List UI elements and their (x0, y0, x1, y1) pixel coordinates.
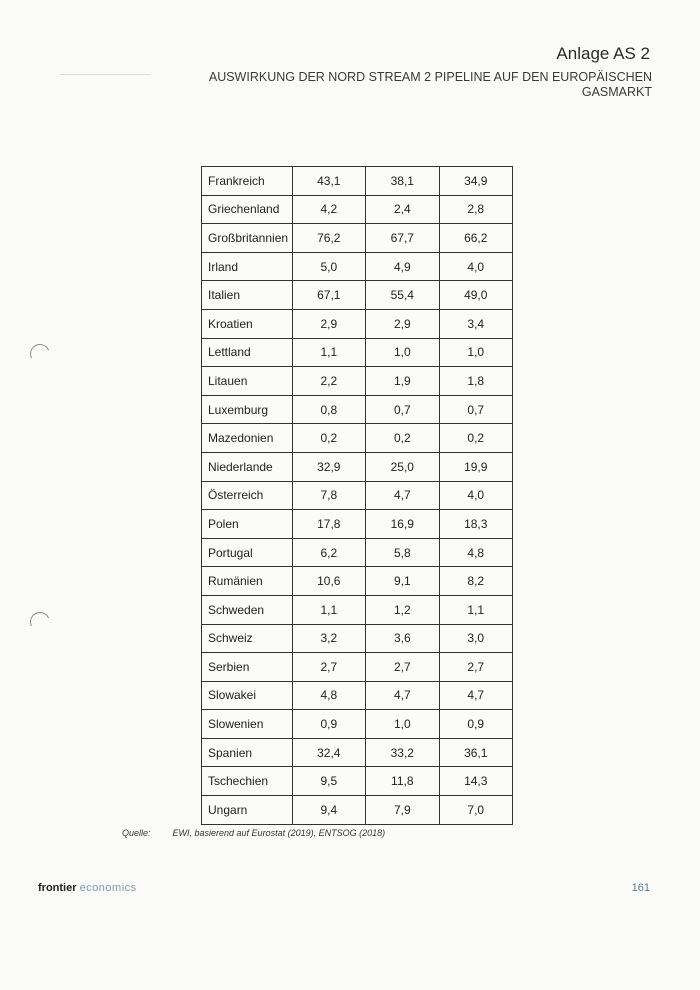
country-name-cell: Serbien (202, 653, 293, 682)
value-cell-col2: 25,0 (366, 452, 439, 481)
value-cell-col3: 7,0 (439, 796, 512, 825)
table-row (202, 452, 513, 481)
value-cell-col3: 34,9 (439, 167, 512, 196)
value-cell-col3: 36,1 (439, 738, 512, 767)
value-cell-col2: 0,7 (366, 395, 439, 424)
country-name-cell: Frankreich (202, 167, 293, 196)
value-cell-col2: 7,9 (366, 796, 439, 825)
country-name-cell: Litauen (202, 367, 293, 396)
table-row (202, 653, 513, 682)
country-name-cell: Griechenland (202, 195, 293, 224)
punch-hole-mark (27, 341, 53, 367)
table-row (202, 224, 513, 253)
country-name-cell: Schweiz (202, 624, 293, 653)
value-cell-col1: 0,2 (292, 424, 365, 453)
source-text: EWI, basierend auf Eurostat (2019), ENTSOG (2018) (172, 828, 386, 838)
table-row (202, 195, 513, 224)
value-cell-col3: 19,9 (439, 452, 512, 481)
value-cell-col3: 0,9 (439, 710, 512, 739)
country-name-cell: Schweden (202, 595, 293, 624)
page-title: Anlage AS 2 (556, 44, 650, 63)
value-cell-col2: 4,7 (366, 481, 439, 510)
value-cell-col1: 7,8 (292, 481, 365, 510)
value-cell-col2: 67,7 (366, 224, 439, 253)
table-row (202, 367, 513, 396)
value-cell-col2: 16,9 (366, 510, 439, 539)
value-cell-col1: 67,1 (292, 281, 365, 310)
value-cell-col1: 9,5 (292, 767, 365, 796)
country-name-cell: Luxemburg (202, 395, 293, 424)
punch-hole-mark (27, 609, 53, 635)
table-row (202, 538, 513, 567)
subtitle-line-1: AUSWIRKUNG DER NORD STREAM 2 PIPELINE AUF DEN EUROPÄISCHEN (208, 70, 652, 84)
value-cell-col3: 8,2 (439, 567, 512, 596)
value-cell-col3: 14,3 (439, 767, 512, 796)
table-row (202, 252, 513, 281)
country-name-cell: Mazedonien (202, 424, 293, 453)
value-cell-col2: 55,4 (366, 281, 439, 310)
value-cell-col3: 0,7 (439, 395, 512, 424)
table-row (202, 510, 513, 539)
value-cell-col1: 76,2 (292, 224, 365, 253)
country-name-cell: Österreich (202, 481, 293, 510)
value-cell-col1: 43,1 (292, 167, 365, 196)
country-name-cell: Irland (202, 252, 293, 281)
value-cell-col3: 0,2 (439, 424, 512, 453)
value-cell-col1: 4,2 (292, 195, 365, 224)
value-cell-col3: 18,3 (439, 510, 512, 539)
value-cell-col2: 38,1 (366, 167, 439, 196)
value-cell-col2: 1,0 (366, 710, 439, 739)
value-cell-col1: 6,2 (292, 538, 365, 567)
country-name-cell: Großbritannien (202, 224, 293, 253)
value-cell-col1: 1,1 (292, 595, 365, 624)
value-cell-col1: 0,8 (292, 395, 365, 424)
value-cell-col2: 0,2 (366, 424, 439, 453)
table-row (202, 595, 513, 624)
value-cell-col2: 3,6 (366, 624, 439, 653)
country-name-cell: Slowenien (202, 710, 293, 739)
table-row (202, 567, 513, 596)
page-number: 161 (631, 882, 650, 894)
country-name-cell: Niederlande (202, 452, 293, 481)
value-cell-col3: 4,8 (439, 538, 512, 567)
value-cell-col3: 49,0 (439, 281, 512, 310)
subtitle-line-2: GASMARKT (581, 85, 652, 99)
value-cell-col2: 2,4 (366, 195, 439, 224)
value-cell-col1: 2,7 (292, 653, 365, 682)
value-cell-col1: 2,9 (292, 309, 365, 338)
table-row (202, 681, 513, 710)
country-name-cell: Polen (202, 510, 293, 539)
table-row (202, 395, 513, 424)
country-name-cell: Spanien (202, 738, 293, 767)
table-row (202, 338, 513, 367)
value-cell-col2: 1,9 (366, 367, 439, 396)
country-name-cell: Ungarn (202, 796, 293, 825)
value-cell-col2: 4,7 (366, 681, 439, 710)
brand-part-1: frontier (38, 882, 77, 894)
value-cell-col3: 3,4 (439, 309, 512, 338)
value-cell-col2: 2,9 (366, 309, 439, 338)
country-name-cell: Kroatien (202, 309, 293, 338)
value-cell-col2: 1,2 (366, 595, 439, 624)
source-label: Quelle: (122, 828, 151, 838)
value-cell-col3: 4,7 (439, 681, 512, 710)
table-row (202, 281, 513, 310)
country-name-cell: Italien (202, 281, 293, 310)
value-cell-col3: 1,8 (439, 367, 512, 396)
country-name-cell: Slowakei (202, 681, 293, 710)
value-cell-col1: 2,2 (292, 367, 365, 396)
value-cell-col3: 4,0 (439, 481, 512, 510)
table-body (202, 167, 513, 825)
value-cell-col2: 5,8 (366, 538, 439, 567)
value-cell-col2: 1,0 (366, 338, 439, 367)
table-row (202, 767, 513, 796)
value-cell-col3: 4,0 (439, 252, 512, 281)
scan-artifact-line (60, 74, 150, 75)
value-cell-col1: 17,8 (292, 510, 365, 539)
table-row (202, 309, 513, 338)
value-cell-col3: 2,7 (439, 653, 512, 682)
country-name-cell: Lettland (202, 338, 293, 367)
value-cell-col3: 2,8 (439, 195, 512, 224)
table-row (202, 738, 513, 767)
value-cell-col1: 32,4 (292, 738, 365, 767)
footer-brand-logo (38, 882, 137, 894)
table-row (202, 624, 513, 653)
page-subtitle (182, 70, 652, 100)
value-cell-col2: 33,2 (366, 738, 439, 767)
value-cell-col2: 9,1 (366, 567, 439, 596)
value-cell-col1: 4,8 (292, 681, 365, 710)
table-row (202, 481, 513, 510)
value-cell-col1: 32,9 (292, 452, 365, 481)
value-cell-col3: 66,2 (439, 224, 512, 253)
value-cell-col1: 5,0 (292, 252, 365, 281)
value-cell-col3: 1,1 (439, 595, 512, 624)
value-cell-col1: 0,9 (292, 710, 365, 739)
value-cell-col1: 1,1 (292, 338, 365, 367)
value-cell-col3: 3,0 (439, 624, 512, 653)
source-note (122, 828, 385, 838)
country-data-table (201, 166, 513, 825)
table-row (202, 424, 513, 453)
country-name-cell: Tschechien (202, 767, 293, 796)
value-cell-col1: 3,2 (292, 624, 365, 653)
value-cell-col2: 4,9 (366, 252, 439, 281)
table-row (202, 710, 513, 739)
value-cell-col3: 1,0 (439, 338, 512, 367)
country-name-cell: Rumänien (202, 567, 293, 596)
value-cell-col1: 10,6 (292, 567, 365, 596)
value-cell-col2: 11,8 (366, 767, 439, 796)
country-name-cell: Portugal (202, 538, 293, 567)
brand-part-2: economics (79, 882, 137, 894)
value-cell-col1: 9,4 (292, 796, 365, 825)
value-cell-col2: 2,7 (366, 653, 439, 682)
table-row (202, 796, 513, 825)
table-row (202, 167, 513, 196)
